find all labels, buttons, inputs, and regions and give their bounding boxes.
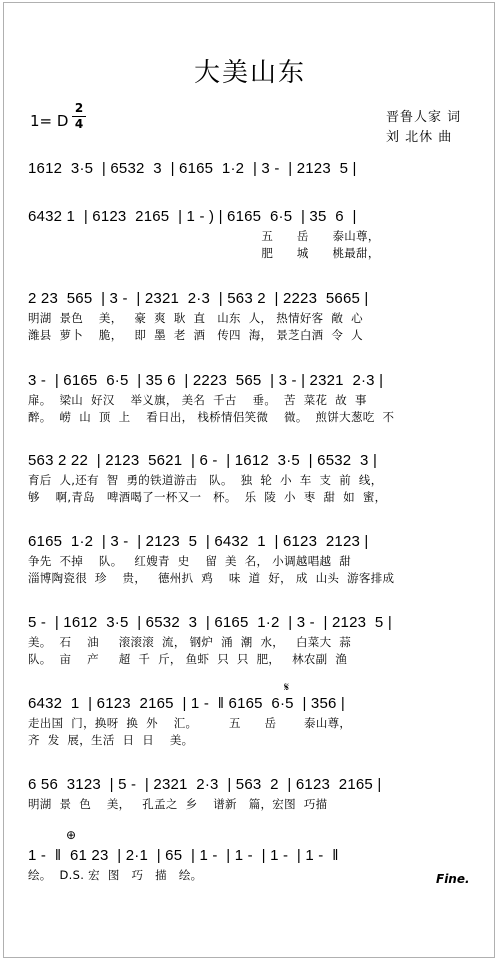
notes-line: 1 - ‖ 61 23 | 2·1 | 65 | 1 - | 1 - | 1 - | 1 - ‖ (28, 847, 339, 864)
score-row (28, 845, 474, 884)
lyric-line: 齐 发 展，生活 日 日 美。 (28, 733, 194, 747)
score-row (28, 450, 474, 506)
score-row (28, 288, 474, 344)
time-bottom: 4 (74, 117, 84, 131)
score-row (28, 158, 474, 180)
notes-line: 1612 3·5 | 6532 3 | 6165 1·2 | 3 - | 2123 5 | (28, 160, 357, 177)
lyric-line: 争先 不掉 队。 红嫂青 史 留 美 名， 小调越唱越 甜 (28, 554, 352, 568)
lyric-line: 绘。 D.S. 宏 图 巧 描 绘。 (28, 868, 203, 882)
notes-line: 3 - | 6165 6·5 | 35 6 | 2223 565 | 3 - | 2321 2·3 | (28, 372, 384, 389)
score-row (28, 531, 474, 587)
composer-credit: 刘 北休 曲 (386, 130, 453, 145)
key-signature: 1= D (30, 112, 69, 130)
lyric-line: 淄博陶瓷很 珍 贵， 德州扒 鸡 味 道 好， 成 山头 游客排成 (28, 571, 395, 585)
fine-marking: Fine. (436, 872, 470, 886)
time-top: 2 (74, 101, 84, 115)
lyric-line: 美。 石 油 滚滚滚 流， 钢炉 涌 潮 水， 白菜大 蒜 (28, 635, 352, 649)
notes-line: 6165 1·2 | 3 - | 2123 5 | 6432 1 | 6123 2123 | (28, 533, 369, 550)
notes-line: 2 23 565 | 3 - | 2321 2·3 | 563 2 | 2223 5665 | (28, 290, 369, 307)
lyric-line: 肥 城 桃最甜， (28, 246, 380, 260)
lyric-line: 潍县 萝卜 脆， 即 墨 老 酒 传四 海， 景芝白酒 令 人 (28, 328, 363, 342)
page-title: 大美山东 (193, 58, 306, 88)
lyricist-credit: 晋鲁人家 词 (386, 110, 462, 125)
segno-icon: 𝄋 (284, 680, 290, 694)
lyric-line: 扉。 梁山 好汉 举义旗， 美名 千古 垂。 苦 菜花 故 事 (28, 393, 367, 407)
score-row (28, 612, 474, 668)
time-signature (72, 102, 86, 131)
score-row (28, 774, 474, 813)
lyric-line: 明湖 景色 美， 豪 爽 耿 直 山东 人， 热情好客 敞 心 (28, 311, 363, 325)
lyric-line: 育后 人,还有 智 勇的铁道游击 队。 独 轮 小 车 支 前 线， (28, 473, 383, 487)
notes-line: 6432 1 | 6123 2165 | 1 - ) | 6165 6·5 | 35 6 | (28, 208, 357, 225)
lyric-line: 走出国 门，换呀 换 外 汇。 五 岳 泰山尊， (28, 716, 352, 730)
lyric-line: 够 啊,青岛 啤酒喝了一杯又一 杯。 乐 陵 小 枣 甜 如 蜜， (28, 490, 387, 504)
lyric-line: 明湖 景 色 美， 孔孟之 乡 谱新 篇，宏图 巧描 (28, 797, 328, 811)
lyric-line: 队。 亩 产 超 千 斤， 鱼虾 只 只 肥， 林农副 渔 (28, 652, 348, 666)
notes-line: 5 - | 1612 3·5 | 6532 3 | 6165 1·2 | 3 - | 2123 5 | (28, 614, 392, 631)
notes-line: 6 56 3123 | 5 - | 2321 2·3 | 563 2 | 6123 2165 | (28, 776, 382, 793)
score-row (28, 370, 474, 426)
score-row (28, 206, 474, 262)
notes-line: 563 2 22 | 2123 5621 | 6 - | 1612 3·5 | 6532 3 | (28, 452, 378, 469)
coda-icon: ⊕ (66, 828, 77, 842)
lyric-line: 醉。 崂 山 顶 上 看日出， 栈桥情侣笑微 微。 煎饼大葱吃 不 (28, 410, 395, 424)
lyric-line: 五 岳 泰山尊， (28, 229, 380, 243)
score-row (28, 693, 474, 749)
notes-line: 6432 1 | 6123 2165 | 1 - ‖ 6165 6·5 | 356 | (28, 695, 345, 712)
